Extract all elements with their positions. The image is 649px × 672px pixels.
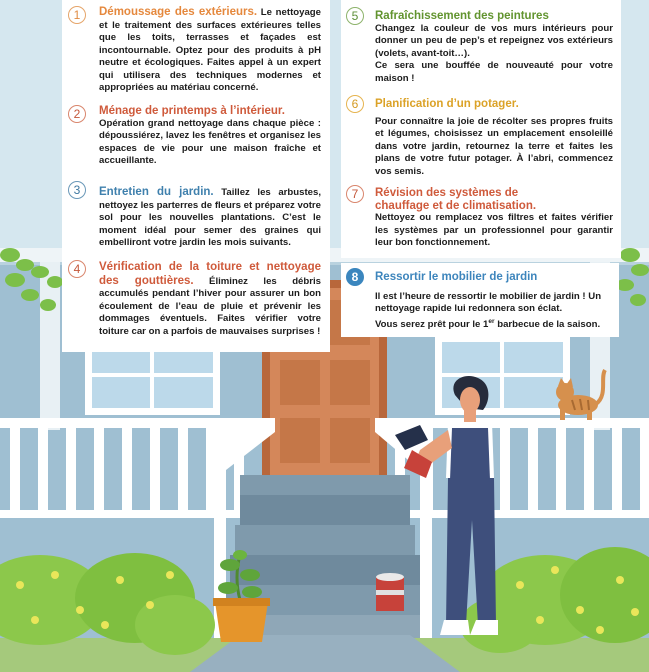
tip-number-badge: 3 <box>68 181 86 199</box>
tip-number-badge: 2 <box>68 105 86 123</box>
tip-title: Ressortir le mobilier de jardin <box>375 271 538 283</box>
tip-body: Il est l’heure de ressortir le mobilier de jardin ! Un nettoyage rapide lui redonnera son éclat. <box>375 290 602 314</box>
tip-body: Nettoyez ou remplacez vos filtres et faites vérifier les systèmes par un professionnel pour garantir leur bon fonctionnement. <box>375 212 613 248</box>
tip-title: Planification d’un potager. <box>375 98 519 110</box>
tip-number-badge: 7 <box>346 185 364 203</box>
tip-body: Éliminez les débris accumulés pendant l’hiver pour assurer un bon écoulement de l’eau de pluie et prévenir les dommages éventuels. Faites vérifier votre toiture car on a parfois de mauvaises surprises ! <box>99 275 321 337</box>
tip-title: Ménage de printemps à l’intérieur. <box>99 105 285 117</box>
tip-body: Opération grand nettoyage dans chaque pièce : dépoussiérez, lavez les fenêtres et organisez les espaces de vie pour une maison fraîche et accueillante. <box>99 117 321 166</box>
tip-title: Vérification de la toiture et nettoyage des gouttières. <box>99 261 321 287</box>
paint-bucket <box>376 573 404 611</box>
window-right <box>435 335 570 415</box>
tip-body: Taillez les arbustes, nettoyez les parterres de fleurs et préparez votre sol pour les nouvelles plantations. C’est le moment idéal pour semer des graines qui embelliront votre jardin les mois suivants. <box>99 187 321 248</box>
tip-number-badge: 4 <box>68 260 86 278</box>
tip-title: Démoussage des extérieurs. <box>99 6 258 18</box>
tip-number-badge: 6 <box>346 95 364 113</box>
tip-number-badge: 8 <box>346 268 364 286</box>
tip-body: Le nettoyage et le traitement des surfaces extérieures telles que les toits, terrasses et façades est incontournable. Optez pour des produits à pH neutre et écologiques. Faites appel à un expert qui utilisera des techniques modernes et appropriées au matériau concerné. <box>99 7 321 93</box>
tip-number-badge: 1 <box>68 6 86 24</box>
tip-body-2: Vous serez prêt pour le 1er barbecue de la saison. <box>375 317 601 330</box>
tip-title: Rafraîchissement des peintures <box>375 10 549 22</box>
tip-title: Entretien du jardin. <box>99 186 214 198</box>
tip-body: Changez la couleur de vos murs intérieurs pour donner un peu de pep’s et repeignez vos extérieurs (volets, avant-toit…). <box>375 22 613 59</box>
tip-body: Pour connaître la joie de récolter ses propres fruits et légumes, choisissez un emplacement ensoleillé dans votre jardin, retournez la terre et faites les plans de votre futur potager. À l’abri, commencez vos semis. <box>375 115 613 177</box>
tip-body-2: Ce sera une bouffée de nouveauté pour votre maison ! <box>375 60 613 84</box>
tip-title: Révision des systèmes de chauffage et de climatisation. <box>375 187 537 212</box>
tip-number-badge: 5 <box>346 7 364 25</box>
